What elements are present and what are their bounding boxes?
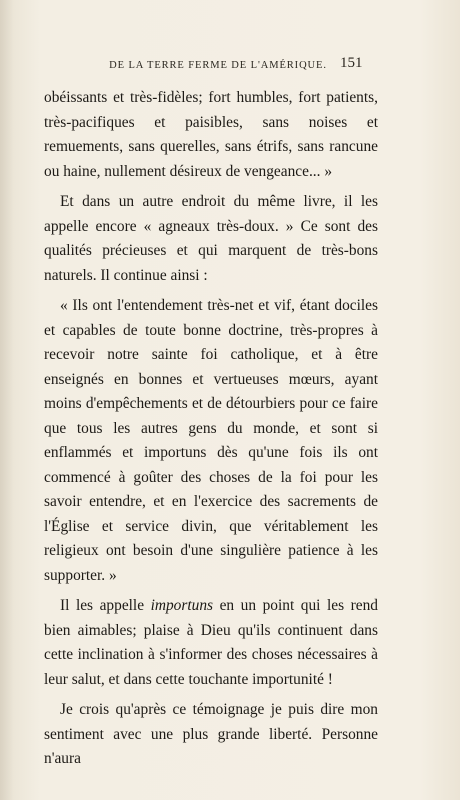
page-number: 151 xyxy=(340,55,363,71)
paragraph-1: obéissants et très-fidèles; fort humbles, fort patients, très-pacifiques et paisibles, sans noises et remuements, sans querelles, sans étrifs, sans rancune ou haine, nullement désireux de vengeance... » xyxy=(44,89,378,180)
paragraph-4 xyxy=(44,594,378,692)
paragraph-4-start: Il les appelle xyxy=(60,597,151,614)
running-head: DE LA TERRE FERME DE L'AMÉRIQUE. xyxy=(109,60,327,71)
paragraph-2: Et dans un autre endroit du même livre, il les appelle encore « agneaux très-doux. » Ce sont des qualités précieuses et qui marquent de très-bons naturels. Il continue ainsi : xyxy=(44,193,378,284)
body-text xyxy=(44,86,378,772)
emphasized-word: importuns xyxy=(150,597,214,614)
paragraph-5: Je crois qu'après ce témoignage je puis dire mon sentiment avec une plus grande liberté. Personne n'aura xyxy=(44,701,378,767)
paragraph-3-quotation: « Ils ont l'entendement très-net et vif, étant dociles et capables de toute bonne doctrine, très-propres à recevoir notre sainte foi catholique, et à être enseignés en bonnes et vertueuses mœurs, ayant moins d'empêchements et de détourbiers pour ce faire que tous les autres gens du monde, et sont si enflammés et importuns dès qu'une fois ils ont commencé à goûter des choses de la foi pour les savoir entendre, et en l'exercice des sacrements de l'Église et service divin, que véritablement les religieux ont besoin d'une singulière patience à les supporter. » xyxy=(44,297,378,584)
paragraph-4-rest: en un point qui les rend bien aimables; plaise à Dieu qu'ils continuent dans cette inclination à s'informer des choses nécessaires à leur salut, et dans cette touchante importunité ! xyxy=(44,597,378,688)
